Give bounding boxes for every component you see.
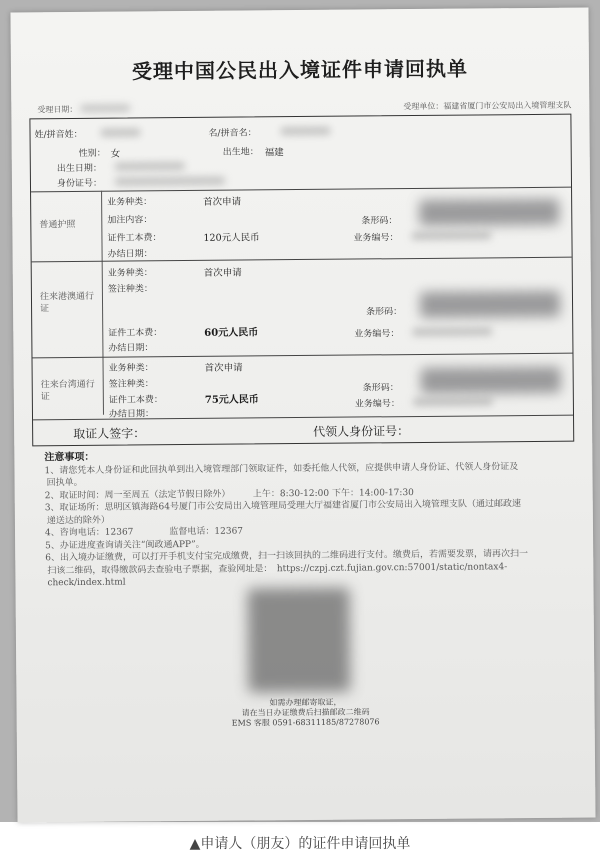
passport-barcode-label: 条形码： (361, 216, 398, 227)
redacted-tw-barcode (421, 367, 561, 394)
hkm-fee-value: 60元人民币 (204, 327, 259, 339)
pickup-signature-label: 取证人签字： (73, 426, 146, 442)
application-form-table (29, 114, 574, 447)
birthplace-value: 福建 (264, 147, 284, 159)
redacted-surname (100, 128, 140, 136)
gender-label: 性别： (78, 148, 106, 159)
tw-fee-label: 证件工本费： (108, 395, 163, 406)
redacted-hkm-barcode (420, 291, 560, 318)
redacted-id-number (115, 177, 225, 186)
tw-done-date-label: 办结日期： (108, 409, 155, 420)
accept-date-label: 受理日期： (37, 104, 78, 115)
passport-fee-value: 120元人民币 (203, 232, 260, 244)
note-line: 5、办证进度查询请关注“闽政通APP”。 (45, 539, 205, 551)
mail-pickup-info (16, 695, 594, 730)
tw-business-type-label: 业务种类： (108, 363, 154, 374)
column-divider (101, 191, 104, 415)
hkm-visa-label: 签注种类： (107, 284, 153, 295)
redacted-passport-barcode (419, 199, 559, 226)
passport-done-date-label: 办结日期： (107, 249, 153, 260)
hkm-business-type-label: 业务种类： (107, 268, 153, 279)
note-line: 回执单。 (46, 477, 83, 489)
redacted-hkm-business-no (412, 327, 492, 336)
accept-date-row (37, 103, 130, 115)
passport-fee-label: 证件工本费： (107, 233, 162, 244)
notes-section (44, 448, 575, 590)
section-hk-macao-name: 往来港澳通行证 (39, 291, 95, 315)
passport-business-type-value: 首次申请 (203, 196, 242, 208)
note-line: 扫该二维码，取得缴款码去查验电子票据，查验网址是： https://czpj.czt.fujian.gov.cn:57001/static/nontax4- (47, 561, 508, 576)
birthplace-label: 出生地： (222, 147, 259, 158)
document-title: 受理中国公民出入境证件申请回执单 (131, 56, 469, 84)
accept-unit: 受理单位：福建省厦门市公安局出入境管理支队 (403, 100, 572, 112)
tw-barcode-label: 条形码： (362, 383, 399, 394)
hkm-business-type-value: 首次申请 (203, 267, 242, 279)
note-line: 1、请您凭本人身份证和此回执单到出入境管理部门领取证件，如委托他人代领，应提供申请人身份证、代领人身份证及 (44, 461, 519, 476)
birthdate-label: 出生日期： (56, 163, 102, 175)
mail-line: 请在当日办证缴费后扫描邮政二维码 (241, 707, 370, 718)
hkm-done-date-label: 办结日期： (108, 343, 154, 354)
tw-fee-value: 75元人民币 (204, 394, 259, 406)
note-line: 4、咨询电话：12367 监督电话：12367 (44, 526, 244, 539)
section-passport-name: 普通护照 (39, 219, 76, 231)
mail-line: EMS 客服 0591-68311185/87278076 (231, 717, 380, 728)
redacted-passport-business-no (411, 231, 491, 240)
given-name-label: 名/拼音名： (208, 128, 257, 139)
section-taiwan-name: 往来台湾通行证 (40, 379, 95, 403)
section-divider (31, 187, 571, 193)
hkm-barcode-label: 条形码： (366, 307, 403, 318)
note-line: 6、出入境办证缴费，可以打开手机支付宝完成缴费，扫一扫该回执的二维码进行支付。缴费后，若需要发票，请再次扫一 (45, 549, 528, 564)
passport-extra-label: 加注内容： (107, 215, 153, 226)
note-line: check/index.html (47, 577, 126, 589)
surname-label: 姓/拼音姓： (34, 129, 83, 141)
mail-line: 如需办理邮寄取证， (269, 697, 342, 708)
note-line: 递送达的除外） (46, 515, 110, 526)
redacted-date (80, 104, 130, 111)
tw-visa-label: 签注种类： (108, 379, 154, 390)
proxy-id-label: 代领人身份证号： (313, 424, 410, 439)
hkm-fee-label: 证件工本费： (108, 328, 163, 339)
redacted-tw-business-no (413, 397, 493, 406)
redacted-birthdate (115, 162, 185, 171)
receipt-paper (10, 7, 595, 822)
passport-business-type-label: 业务种类： (107, 197, 153, 208)
gender-value: 女 (110, 148, 121, 160)
image-caption: ▲申请人（朋友）的证件申请回执单 (189, 836, 411, 852)
tw-business-type-value: 首次申请 (204, 362, 243, 374)
redacted-qr-code (248, 588, 351, 693)
note-line: 3、取证场所：思明区镇海路64号厦门市公安局出入境管理局受理大厅福建省厦门市公安局出入境管理支队（通过邮政速 (44, 499, 522, 514)
hkm-business-no-label: 业务编号： (354, 329, 400, 340)
note-line: 2、取证时间：周一至周五（法定节假日除外） 上午：8:30-12:00 下午：14:00-17:30 (44, 487, 414, 501)
passport-business-no-label: 业务编号： (353, 233, 399, 244)
redacted-given-name (280, 127, 330, 135)
id-number-label: 身份证号： (56, 178, 103, 190)
notes-heading: 注意事项： (44, 451, 95, 464)
tw-business-no-label: 业务编号： (354, 399, 400, 410)
